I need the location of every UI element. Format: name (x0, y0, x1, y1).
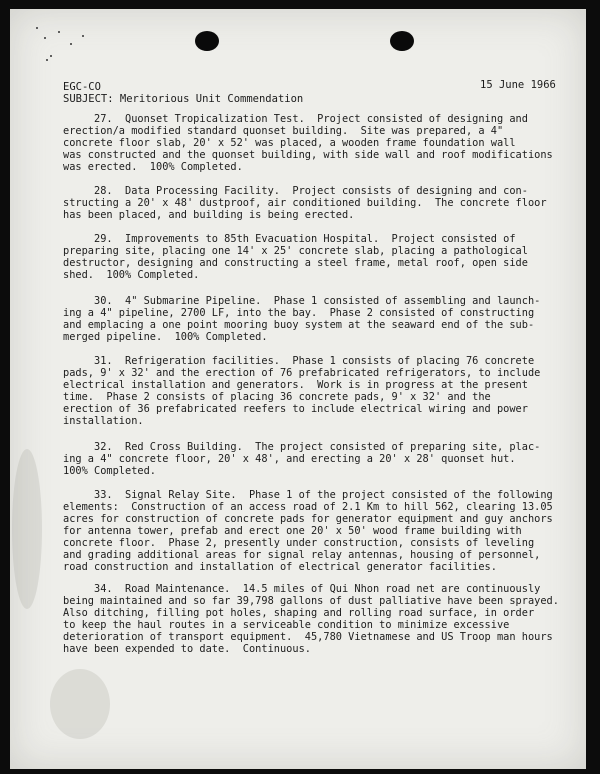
punch-hole-left (195, 31, 219, 51)
paragraph-line: structing a 20' x 48' dustproof, air conditioned building. The concrete floor (63, 197, 547, 209)
ink-speck (46, 59, 48, 61)
subject-label: SUBJECT: (63, 93, 114, 105)
subject-line (63, 93, 303, 105)
paragraph-line: and grading additional areas for signal relay antennas, housing of personnel, (63, 549, 541, 561)
paragraph-line: 33. Signal Relay Site. Phase 1 of the project consisted of the following (63, 489, 553, 501)
paragraph-line: 31. Refrigeration facilities. Phase 1 consists of placing 76 concrete (63, 355, 535, 367)
paragraph-line: 30. 4" Submarine Pipeline. Phase 1 consisted of assembling and launch- (63, 295, 541, 307)
paragraph-line: road construction and installation of electrical generator facilities. (63, 561, 497, 573)
paragraph-27 (63, 113, 563, 173)
paragraph-line: shed. 100% Completed. (63, 269, 200, 281)
paragraph-30 (63, 295, 563, 343)
paragraph-line: being maintained and so far 39,798 gallons of dust palliative have been sprayed. (63, 595, 559, 607)
paragraph-line: was erected. 100% Completed. (63, 161, 243, 173)
ink-speck (70, 43, 72, 45)
paper-stain (50, 669, 110, 739)
paragraph-line: 27. Quonset Tropicalization Test. Project consisted of designing and (63, 113, 528, 125)
paragraph-line: ing a 4" pipeline, 2700 LF, into the bay. Phase 2 consisted of constructing (63, 307, 535, 319)
paragraph-line: erection of 36 prefabricated reefers to include electrical wiring and power (63, 403, 528, 415)
paragraph-line: 28. Data Processing Facility. Project consists of designing and con- (63, 185, 528, 197)
paragraph-line: erection/a modified standard quonset building. Site was prepared, a 4" (63, 125, 504, 137)
paragraph-line: 34. Road Maintenance. 14.5 miles of Qui Nhon road net are continuously (63, 583, 541, 595)
ink-speck (36, 27, 38, 29)
paragraph-line: electrical installation and generators. Work is in progress at the present (63, 379, 528, 391)
paragraph-line: was constructed and the quonset building, with side wall and roof modifications (63, 149, 553, 161)
paper-stain (12, 449, 42, 609)
punch-hole-right (390, 31, 414, 51)
paragraph-line: destructor, designing and constructing a steel frame, metal roof, open side (63, 257, 528, 269)
ink-speck (82, 35, 84, 37)
paragraph-line: merged pipeline. 100% Completed. (63, 331, 268, 343)
office-code: EGC-CO (63, 81, 101, 93)
paragraph-line: 29. Improvements to 85th Evacuation Hospital. Project consisted of (63, 233, 516, 245)
paragraph-28 (63, 185, 563, 221)
paragraph-line: and emplacing a one point mooring buoy system at the seaward end of the sub- (63, 319, 535, 331)
paragraph-33 (63, 489, 563, 573)
paragraph-line: 32. Red Cross Building. The project consisted of preparing site, plac- (63, 441, 541, 453)
document-page (10, 9, 586, 769)
paragraph-line: have been expended to date. Continuous. (63, 643, 311, 655)
paragraph-line: preparing site, placing one 14' x 25' concrete slab, placing a pathological (63, 245, 528, 257)
paragraph-34 (63, 583, 563, 655)
paragraph-line: ing a 4" concrete floor, 20' x 48', and erecting a 20' x 28' quonset hut. (63, 453, 516, 465)
paragraph-line: installation. (63, 415, 144, 427)
paragraph-line: time. Phase 2 consists of placing 36 concrete pads, 9' x 32' and the (63, 391, 491, 403)
paragraph-29 (63, 233, 563, 281)
paragraph-line: 100% Completed. (63, 465, 156, 477)
paragraph-line: Also ditching, filling pot holes, shaping and rolling road surface, in order (63, 607, 535, 619)
subject-text: Meritorious Unit Commendation (119, 93, 304, 105)
paragraph-line: pads, 9' x 32' and the erection of 76 prefabricated refrigerators, to include (63, 367, 541, 379)
document-date: 15 June 1966 (480, 79, 556, 91)
paragraph-line: acres for construction of concrete pads for generator equipment and guy anchors (63, 513, 553, 525)
ink-speck (50, 55, 52, 57)
paragraph-31 (63, 355, 563, 427)
paragraph-line: for antenna tower, prefab and erect one 20' x 50' wood frame building with (63, 525, 522, 537)
paragraph-line: concrete floor. Phase 2, presently under construction, consists of leveling (63, 537, 535, 549)
paragraph-line: to keep the haul routes in a serviceable condition to minimize excessive (63, 619, 510, 631)
paragraph-line: has been placed, and building is being erected. (63, 209, 355, 221)
paragraph-line: concrete floor slab, 20' x 52' was placed, a wooden frame foundation wall (63, 137, 516, 149)
paragraph-line: deterioration of transport equipment. 45,780 Vietnamese and US Troop man hours (63, 631, 553, 643)
paragraph-32 (63, 441, 563, 477)
paragraph-line: elements: Construction of an access road of 2.1 Km to hill 562, clearing 13.05 (63, 501, 553, 513)
ink-speck (58, 31, 60, 33)
ink-speck (44, 37, 46, 39)
